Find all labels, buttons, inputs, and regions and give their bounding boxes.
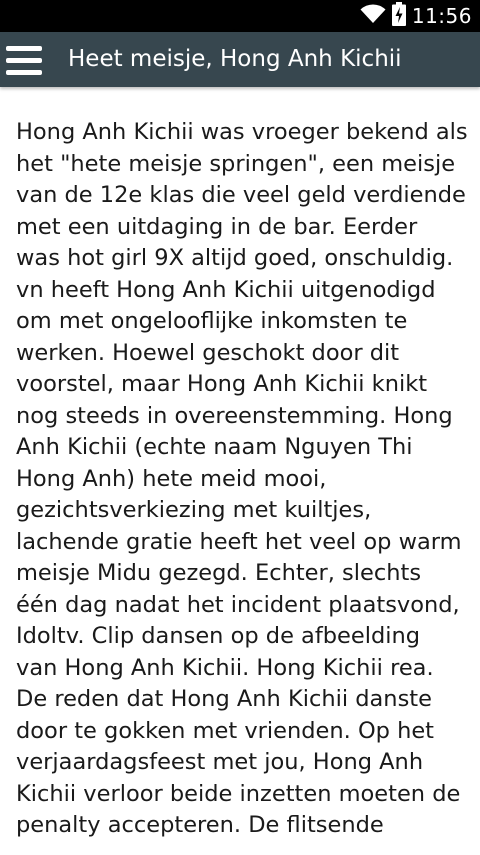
- article-content[interactable]: [0, 87, 480, 855]
- battery-charging-icon: [392, 2, 406, 30]
- menu-line: [6, 70, 42, 75]
- status-icons: [360, 0, 472, 32]
- wifi-icon: [360, 4, 386, 28]
- status-time: 11:56: [411, 4, 472, 28]
- page-title: Heet meisje, Hong Anh Kichii: [68, 46, 402, 72]
- article-body: Hong Anh Kichii was vroeger bekend als het "hete meisje springen", een meisje van de 12e klas die veel geld verdiende met een uitdaging in de bar. Eerder was hot girl 9X altijd goed, onschuldig. vn heeft Hong Anh Kichii uitgenodigd om met ongelooflijke inkomsten te werken. Hoewel geschokt door dit voorstel, maar Hong Anh Kichii knikt nog steeds in overeenstemming. Hong Anh Kichii (echte naam Nguyen Thi Hong Anh) hete meid mooi, gezichtsverkiezing met kuiltjes, lachende gratie heeft het veel op warm meisje Midu gezegd. Echter, slechts één dag nadat het incident plaatsvond, Idoltv. Clip dansen op de afbeelding van Hong Anh Kichii. Hong Kichii rea. De reden dat Hong Anh Kichii danste door te gokken met vrienden. Op het verjaardagsfeest met jou, Hong Anh Kichii verloor beide inzetten moeten de penalty accepteren. De flitsende: [16, 119, 468, 838]
- status-bar: [0, 0, 480, 32]
- app-bar: [0, 32, 480, 87]
- hamburger-menu-icon[interactable]: [6, 38, 46, 82]
- menu-line: [6, 58, 42, 63]
- menu-line: [6, 46, 42, 51]
